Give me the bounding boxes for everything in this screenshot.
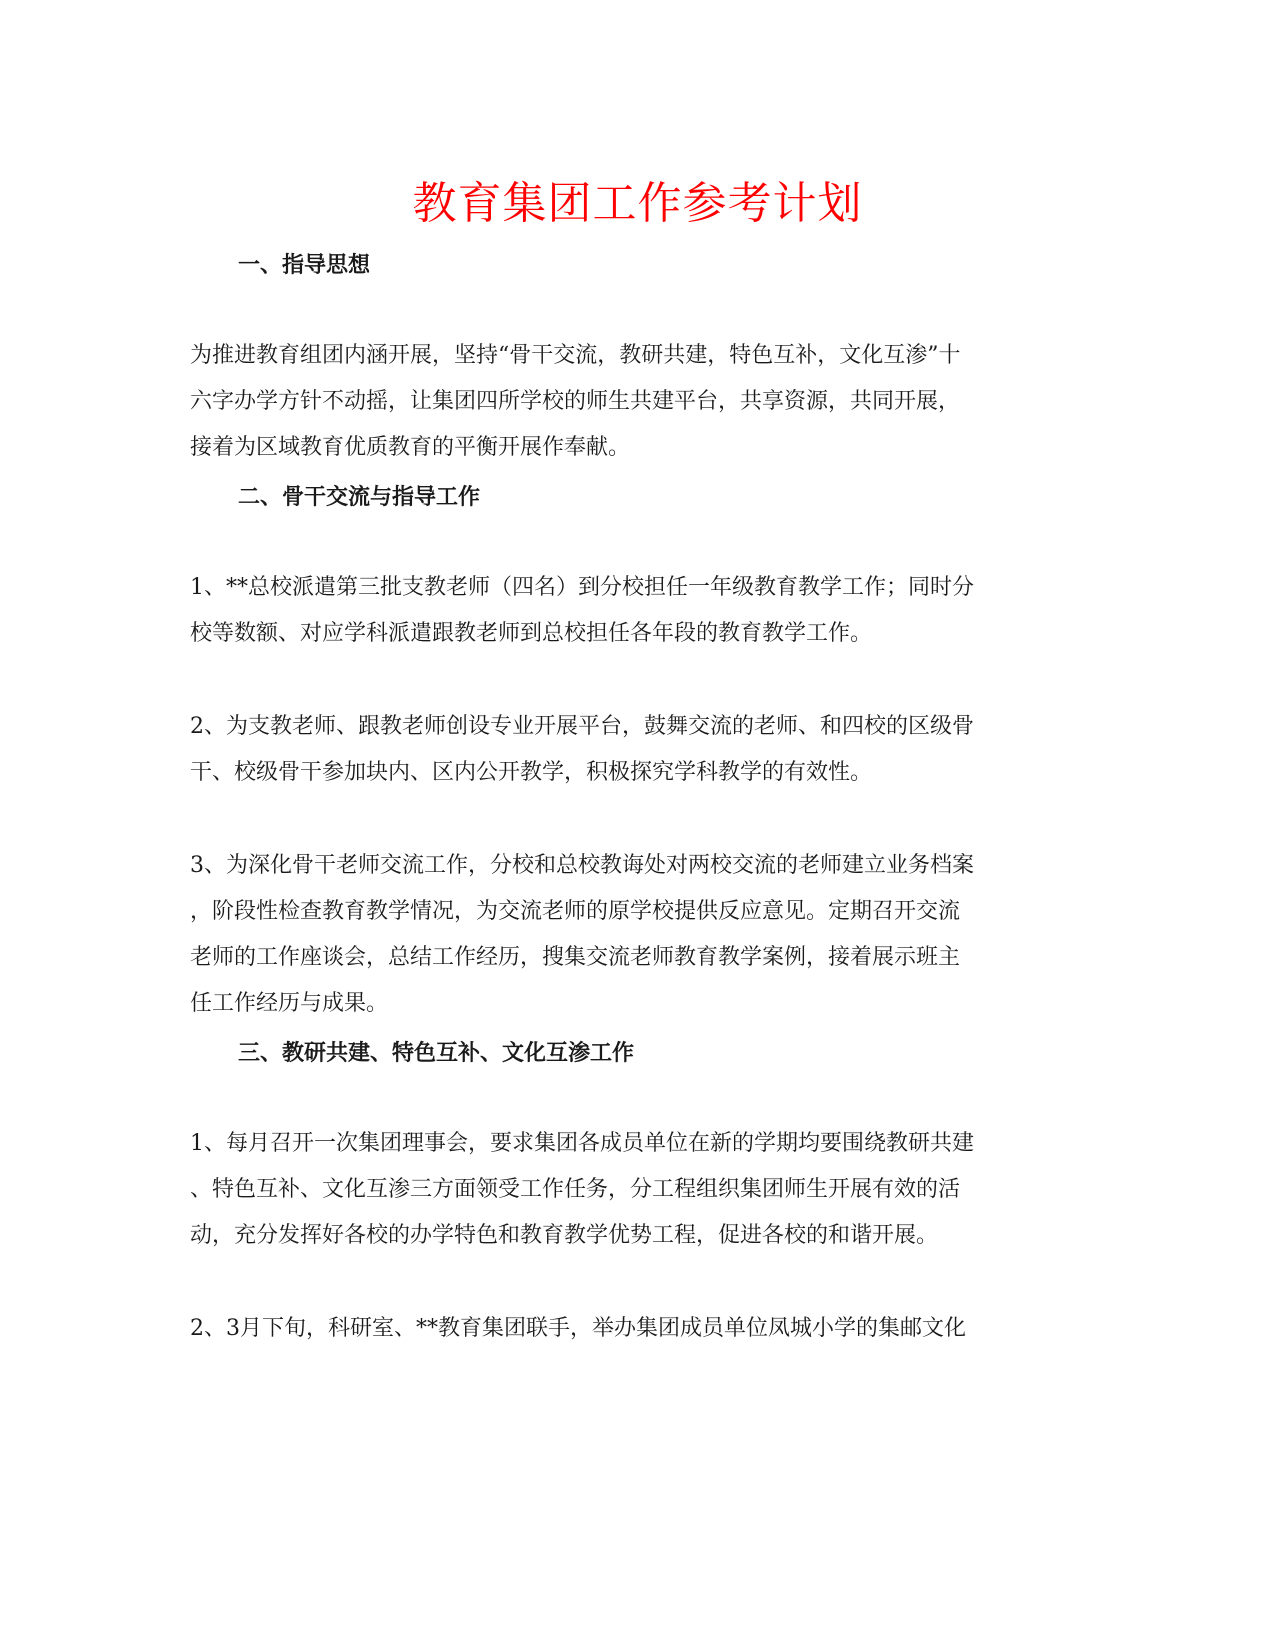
- paragraph-item-1: [190, 565, 1080, 657]
- paragraph-line: 1、每月召开一次集团理事会，要求集团各成员单位在新的学期均要围绕教研共建: [190, 1131, 974, 1156]
- paragraph-item-2: [190, 704, 1080, 796]
- paragraph-line: 、特色互补、文化互渗三方面领受工作任务，分工程组织集团师生开展有效的活: [190, 1177, 961, 1202]
- paragraph-line: 为推进教育组团内涵开展，坚持“骨干交流，教研共建，特色互补，文化互渗”十: [190, 343, 961, 368]
- document-title: 教育集团工作参考计划: [412, 178, 863, 229]
- paragraph-line: 动，充分发挥好各校的办学特色和教育教学优势工程，促进各校的和谐开展。: [190, 1223, 939, 1248]
- paragraph-line: 1、**总校派遣第三批支教老师（四名）到分校担任一年级教育教学工作；同时分: [190, 575, 974, 600]
- paragraph-line: 六字办学方针不动摇，让集团四所学校的师生共建平台，共享资源，共同开展，: [190, 389, 961, 414]
- paragraph-line: 任工作经历与成果。: [190, 991, 389, 1016]
- paragraph-line: 3、为深化骨干老师交流工作，分校和总校教诲处对两校交流的老师建立业务档案: [190, 853, 974, 878]
- section-heading-1: 一、指导思想: [238, 252, 371, 278]
- paragraph-item-1b: [190, 1121, 1080, 1259]
- paragraph-line: ，阶段性检查教育教学情况，为交流老师的原学校提供反应意见。定期召开交流: [190, 899, 961, 924]
- paragraph-line: 老师的工作座谈会，总结工作经历，搜集交流老师教育教学案例，接着展示班主: [190, 945, 961, 970]
- paragraph-guiding-ideology: [190, 333, 1080, 471]
- section-heading-3: 三、教研共建、特色互补、文化互渗工作: [238, 1040, 635, 1066]
- paragraph-line: 2、为支教老师、跟教老师创设专业开展平台，鼓舞交流的老师、和四校的区级骨: [190, 714, 974, 739]
- paragraph-line: 2、3月下旬，科研室、**教育集团联手，举办集团成员单位凤城小学的集邮文化: [190, 1316, 966, 1341]
- paragraph-line: 干、校级骨干参加块内、区内公开教学，积极探究学科教学的有效性。: [190, 760, 873, 785]
- paragraph-item-2b: [190, 1306, 1080, 1352]
- paragraph-item-3: [190, 843, 1080, 1027]
- paragraph-line: 校等数额、对应学科派遣跟教老师到总校担任各年段的教育教学工作。: [190, 621, 873, 646]
- section-heading-2: 二、骨干交流与指导工作: [238, 484, 481, 510]
- paragraph-line: 接着为区域教育优质教育的平衡开展作奉献。: [190, 435, 631, 460]
